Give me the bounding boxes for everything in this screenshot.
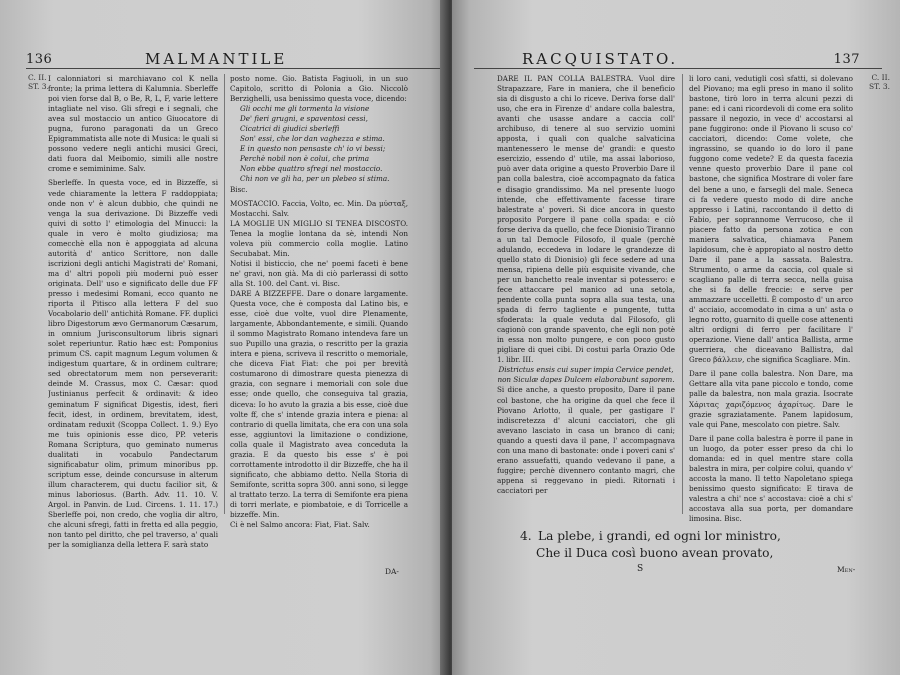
poem-line (520, 528, 781, 545)
margin-note (28, 73, 49, 91)
paragraph: Dare il pane colla balestra. Non Dare, ma Gettare alla vita pane piccolo e tondo, come palle da balestra, non mala grazia. Isocrate Χάριτας χαριζόμενος ἀχαρίτως. Dare le grazie sgraziatamente. Panem lapidosum, vale qui Pane, mescolato con pietre. Salv. (689, 369, 853, 429)
page-number: 136 (26, 52, 53, 67)
page-number: 137 (833, 52, 860, 67)
margin-note-canto: C. II. (871, 73, 890, 82)
latin-quotation: Districtus ensis cui super impia Cervice pendet, non Siculæ dapes Dulcem elaborabunt saporem. (497, 365, 675, 385)
verse-line: Gli occhi me gli tormenta la visione (240, 104, 370, 114)
verse-line: Son' essi, che lor dan vaghezza e stima. (240, 134, 385, 144)
text-column-left (48, 74, 218, 554)
verse-line: Perchè nobil non è colui, che prima (240, 154, 370, 164)
verse-quotation (230, 104, 408, 184)
header-rule (26, 68, 440, 69)
text-column-right (689, 74, 853, 524)
verse-line: E in questo non pensaste ch' io vi bessi; (240, 144, 386, 154)
paragraph: li loro cani, vedutigli così sfatti, si dolevano del Piovano; ma egli preso in mano il solito bastone, tirò loro in terra alcuni pezzi di pane: ed i cani ricordevoli di come era solito passare il negozio, in vece d' accostarsi al pane fuggirono: onde il Piovano li scuso co' cacciatori, dicendo: Come volete, che ingrassino, se quando io do loro il pane fuggono come vedete? E da questa facezia venne questo proverbio Dare il pane col bastone, che significa Mostrare di voler fare del bene a uno, e farsegli del male. Seneca ci fa vedere questo modo di dire anche appresso i Latini, raccontando il detto di Fabio, per soprannome Verrucoso, che il piacere fatto da persona zotica e con maniera salvatica, chiamava Panem lapidosum, che è appropiato al nostro detto Dare il pane a la sassata. Balestra. Strumento, o arme da caccia, col quale si scagliano palle di terra secca, nella guisa che si fa delle freccie: e serve per ammazzare uccelletti. È composto d' un arco d' acciaio, accomodato in cima a un' asta o legno rotto, guarnito di quelle cose attenenti altri ordigni di ferro per facilitare l' operazione. Viene dall' antica Ballista, arme guerriera, che diceavano Ballistra, dal Greco βάλλειν, che significa Scagliare. Min. (689, 74, 853, 365)
paragraph: I calonniatori si marchiavano col K nella fronte; la prima lettera di Kalumnia. Sberleffe poi vien forse dal B, o Be, R, L, F, varie lettere intagliate nel viso. Gli sfregi e i segnali, che avea sul mostaccio un antico Giuocatore di pugna, furono paragonati da un Greco Epigrammatista alle note di Musica: le quali si possono vedere negli antichi musici Greci, dati fuora dal Meibomio, simili alle nostre crome e semiminime. Salv. (48, 74, 218, 174)
right-page (452, 0, 900, 675)
verse-line: Chi non ve gli ha, per un plebeo si stima. (240, 174, 390, 184)
paragraph: Notisi il bisticcio, che ne' poemi faceti è bene ne' gravi, non già. Ma di ciò parlerassi di sotto alla St. 100. del Cant. vi. Bisc. (230, 258, 408, 288)
catchword: DA- (385, 567, 399, 576)
left-page (0, 0, 448, 675)
poem-stanza (520, 528, 781, 562)
poem-line: Che il Duca così buono avean provato, (536, 546, 774, 560)
paragraph: Ci è nel Salmo ancora: Fiat, Fiat. Salv. (230, 520, 370, 530)
paragraph: Si dice anche, a questo proposito, Dare il pane col bastone, che ha origine da quel che fece il Piovano Arlotto, il quale, per gastigare l' indiscretezza d' alcuni cacciatori, che gli avevano lasciato in casa un branco di cani; quando a questi dava il pane, l' accompagnava con una mano di bastonate: onde i poveri cani s' erano assuefatti, quando vedevano il pane, a fuggire; perchè divennero contanto magri, che appena si reggevano in piedi. Ritornati i cacciatori per (497, 385, 675, 495)
poem-line-text: La plebe, i grandi, ed ogni lor ministro, (538, 529, 781, 543)
verse-line: De' fieri grugni, e spaventosi cessi, (240, 114, 368, 124)
column-divider (682, 74, 683, 514)
paragraph: Sberleffe. In questa voce, ed in Bizzeffe, si vede chiaramente la lettera F raddoppiata; onde non v' è alcun dubbio, che quindi ne venga la sua derivazione. Di Bizzeffe vedi quivi di sotto l' etimologia del Minucci: la quale in vero è molto giudiziosa; ma comecchè ella non è appoggiata ad alcuna autorità d' antico Scrittore, non dalle iscrizioni degli antichi Magistrati de' Romani, ma d' altri popoli più moderni può esser originata. Dell' uso e significato delle due FF presso i medesimi Romani, ecco quanto ne riporta il Pitisco alla lettera F del suo Vocabolario dell' antichità Romane. FF. duplici libro Digestorum ævo Germanorum Cæsarum, in omnium Jurisconsultorum libris signari solet reperiuntur. Ratio hæc est: Pomponius primum CS. capit magnum Legum volumen & indigestum quartare, & in ordinem cultrare; sed obrectatorum mem non perseverarit: deinde M. Crassus, mox C. Cæsar: quod Justinianus perfecit & ordinavit: & ideo geminatum F significat Digestis, idest, fieri fecit, idest, in ordinem, brevitatem, idest, ordinatam reduxit (Scoppa Collect. 1. 9.) Eyo me tuis opinionis esse dico, PP. veteris Romana Scriptura, quo geminato numerus dualitati in vocabulo Pandectarum significabatur olim, primum minoribus pp. scriptum esse, deinde concursuse in alterum illum characterem, qui ductu facilior sit, & minus laboriosus. (Barth. Adv. 11. 10. V. Argol. in Panvin. de Lud. Circens. 1. 11. 17.) Sberleffe poi, non credo, che voglia dir altro, che alcuni sfregi, fatti in fretta ed alla peggio, non tanto pel diritto, che pel traverso, a' quali per la somiglianza della lettera F. sarà stato (48, 178, 218, 550)
margin-note-stanza: ST. 3. (28, 82, 49, 91)
paragraph: DARE A BIZZEFFE. Dare o donare largamente. Questa voce, che è composta dal Latino bis, e esse, cioè due volte, vuol dire Plenamente, largamente, Abbondantemente, e simili. Quando il sommo Magistrato Romano intendeva fare un suo Pupillo una grazia, o rescritto per la grazia intera e piena, scriveva il rescritto o memoriale, che diceva Fiat Fiat: che poi per brevità costumarono di dimostrare questa pienezza di grazia, con segnare i memoriali con sole due esse; onde quello, che conseguiva tal grazia, diceva: Io ho avuto la grazia a bis esse, cioè due volte ff, che s' intende grazia intera e piena: al contrario di quella limitata, che era con una sola esse, aggiuntovi la limitazione o condizione, colla quale il Magistrato avea conceduta la grazia. E da questo bis esse s' è poi corrottamente introdotto il dir Bizzeffe, che ha il significato, che abbiamo detto. Nella Storia di Semifonte, scritta sopra 300. anni sono, si legge al trattato terzo. La terra di Semifonte era piena di torri merlate, e piombatoie, e di Torricelle a bizzeffe. Min. (230, 288, 408, 520)
text-column-left (497, 74, 675, 524)
text-column-right (230, 74, 408, 554)
paragraph: posto nome. Gio. Batista Fagiuoli, in un suo Capitolo, scritto di Polonia a Gio. Niccolò Berzighelli, usa benissimo questa voce, dicendo: (230, 74, 408, 104)
margin-note-canto: C. II. (28, 73, 47, 82)
paragraph: Dare il pane colla balestra è porre il pane in un luogo, da poter esser preso da chi lo domanda: ed in quel mentre stare colla balestra in mira, per colpire colui, quando v' accosta la mano. Il tetto Napoletano spiega benissimo questo significato: E tirava de valestra a chi' nce s' accostava: cioè a chi s' accostava alla sua porta, per domandare limosina. Bisc. (689, 433, 853, 524)
margin-note-stanza: ST. 3. (869, 82, 890, 91)
paragraph: MOSTACCIO. Faccia, Volto, ec. Min. Da μύσταξ, Mostacchi. Salv. (230, 198, 408, 218)
signature-mark: S (637, 564, 644, 574)
running-head: RACQUISTATO. (522, 50, 679, 68)
column-divider (224, 74, 225, 514)
stanza-number: 4. (520, 529, 532, 543)
paragraph: LA MOGLIE UN MIGLIO SI TENEA DISCOSTO. Tenea la moglie lontana da sè, intendi Non voleva più commercio colla moglie. Latino Secubabat. Min. (230, 218, 408, 258)
header-rule (474, 68, 882, 69)
catchword: Men- (837, 565, 856, 574)
verse-line: Non ebbe quattro sfregi nel mostaccio. (240, 164, 383, 174)
margin-note (869, 73, 890, 91)
paragraph: DARE IL PAN COLLA BALESTRA. Vuol dire Strapazzare, Fare in maniera, che il beneficio sia di disgusto a chi lo riceve. Deriva forse dall' uso, che era in Firenze d' andare colla balestra, avanti che usasse andare a caccia coll' archibuso, di tenere al suo servizio uomini apposta, i quali con qualche salvaticina mantenessero le mense de' grandi: e questo esercizio, essendo d' utile, ma assai laborioso, può aver data origine a questo Proverbio Dare il pan colla balestra, cioè accompagnato da fatica e disagio grandissimo. Ma nel presente luogo intende, che effettivamente facesse tirare balestrate a' poveri. Si dice ancora in questo proposito Porgere il pane colla spada: e ciò forse deriva da quello, che fece Dionisio Tiranno a un tal Democle Filosofo, il quale (perchè adulando, eccedeva in lodare le grandezze di quello stato di Dionisio) gli fece sedere ad una mensa, ripiena delle più esquisite vivande, che per un banchetto reale inventar si potessero: e fece attaccare pel manico ad una setola, pendente colla punta sopra alla sua testa, una spada di ferro tagliente e pungente, tutta sfoderata: la quale veduta dal Filosofo, gli cagionò con grande spavento, che egli non potè in essa non molto pungere, e con poco gusto pigliare di quei cibi. Di costui parla Orazio Ode 1. libr. III. (497, 74, 675, 365)
running-head: MALMANTILE (145, 50, 288, 68)
verse-line: Cicatrici di giudici sberleffi (240, 124, 340, 134)
attribution: Bisc. (230, 184, 248, 194)
